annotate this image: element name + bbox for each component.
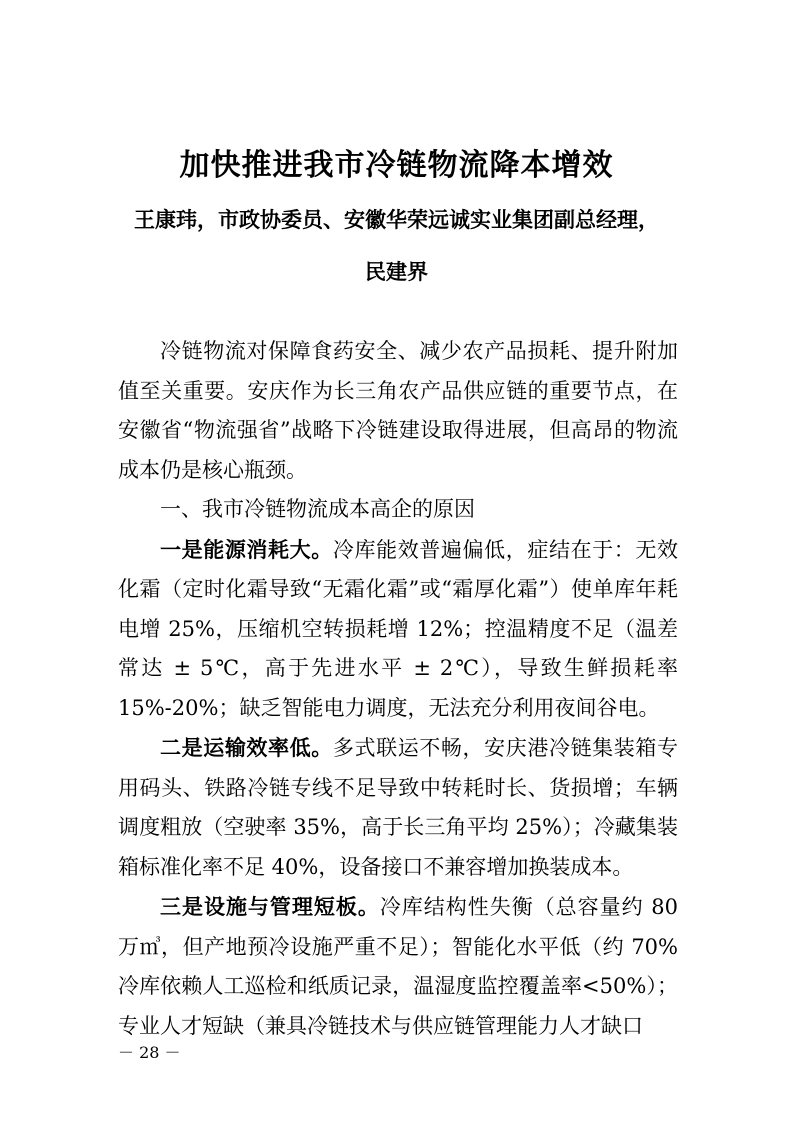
author-line-2: 民建界 [365, 259, 428, 284]
point-text-3: 冷库结构性失衡（总容量约 80 万㎥，但产地预冷设施严重不足）；智能化水平低（约 70% 冷库依赖人工巡检和纸质记录，温湿度监控覆盖率<50%）；专业人才短缺（兼具冷链技术与供应链管理能力人才缺口 [118, 895, 678, 1038]
point-text-1: 冷库能效普遍偏低，症结在于：无效化霜（定时化霜导致“无霜化霜”或“霜厚化霜”）使单库年耗电增 25%，压缩机空转损耗增 12%；控温精度不足（温差常达 ± 5℃，高于先进水平 ± 2℃），导致生鲜损耗率 15%-20%；缺乏智能电力调度，无法充分利用夜间谷电。 [118, 537, 679, 720]
point-lead-2: 二是运输效率低。 [160, 735, 333, 760]
author-line-1: 王康玮，市政协委员、安徽华荣远诚实业集团副总经理， [134, 207, 659, 232]
intro-paragraph: 冷链物流对保障食药安全、减少农产品损耗、提升附加值至关重要。安庆作为长三角农产品供应链的重要节点，在安徽省“物流强省”战略下冷链建设取得进展，但高昂的物流成本仍是核心瓶颈。 [118, 339, 678, 482]
document-body [118, 332, 678, 1046]
page-title: 加快推进我市冷链物流降本增效 [179, 148, 614, 183]
page-number: － 28 － [118, 1043, 181, 1062]
point-paragraph-2 [118, 728, 678, 887]
point-paragraph-1 [118, 530, 678, 729]
section-heading: 一、我市冷链物流成本高企的原因 [160, 497, 475, 521]
point-lead-1: 一是能源消耗大。 [160, 536, 333, 562]
point-text-2: 多式联运不畅，安庆港冷链集装箱专用码头、铁路冷链专线不足导致中转耗时长、货损增；车辆调度粗放（空驶率 35%，高于长三角平均 25%）；冷藏集装箱标准化率不足 40%，设备接口不兼容增加换装成本。 [118, 736, 679, 879]
point-paragraph-3 [118, 887, 678, 1046]
point-lead-3: 三是设施与管理短板。 [160, 894, 380, 919]
